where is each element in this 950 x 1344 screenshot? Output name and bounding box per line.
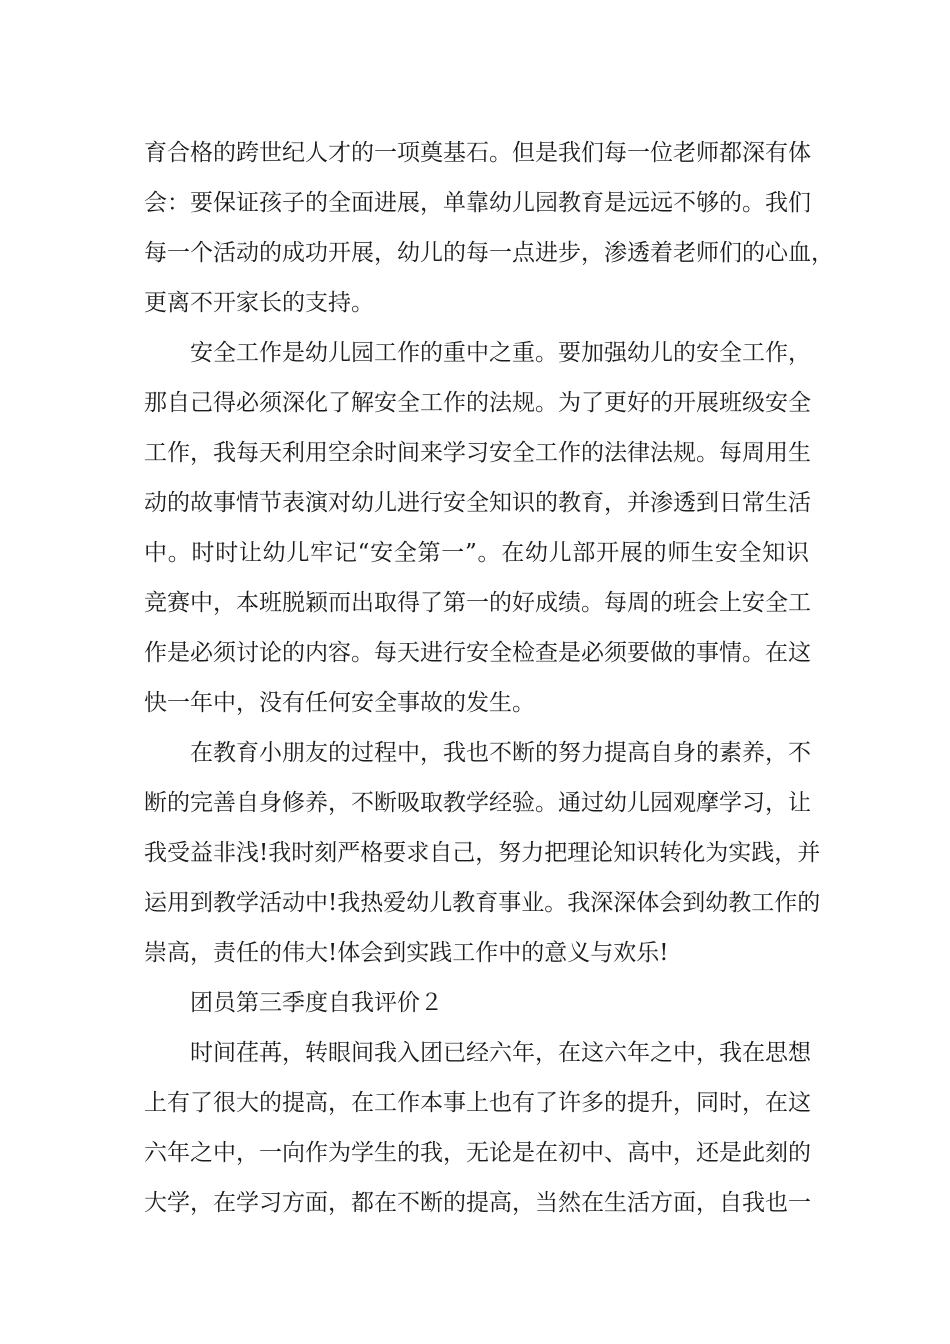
paragraph-line: 竞赛中，本班脱颖而出取得了第一的好成绩。每周的班会上安全工 [144, 590, 811, 616]
paragraph-line: 崇高，责任的伟大!体会到实践工作中的意义与欢乐! [144, 940, 669, 966]
paragraph-1 [144, 128, 834, 328]
paragraph-3 [144, 728, 821, 978]
paragraph-line: 断的完善自身修养，不断吸取教学经验。通过幼儿园观摩学习，让 [144, 790, 811, 816]
paragraph-line: 上有了很大的提高，在工作本事上也有了许多的提升，同时，在这 [144, 1090, 811, 1116]
paragraph-line: 六年之中，一向作为学生的我，无论是在初中、高中，还是此刻的 [144, 1140, 811, 1166]
paragraph-4 [144, 1028, 809, 1228]
paragraph-2 [144, 328, 809, 728]
paragraph-line: 时间荏苒，转眼间我入团已经六年，在这六年之中，我在思想 [190, 1040, 811, 1066]
paragraph-line: 我受益非浅!我时刻严格要求自己，努力把理论知识转化为实践，并 [144, 840, 821, 866]
paragraph-line: 中。时时让幼儿牢记“安全第一”。在幼儿部开展的师生安全知识 [144, 540, 809, 566]
paragraph-line: 安全工作是幼儿园工作的重中之重。要加强幼儿的安全工作， [190, 340, 811, 366]
paragraph-line: 会：要保证孩子的全面进展，单靠幼儿园教育是远远不够的。我们 [144, 190, 811, 216]
paragraph-line: 大学，在学习方面，都在不断的提高，当然在生活方面，自我也一 [144, 1190, 811, 1216]
document-body [144, 128, 834, 1228]
section-title: 团员第三季度自我评价２ [190, 990, 443, 1016]
paragraph-line: 那自己得必须深化了解安全工作的法规。为了更好的开展班级安全 [144, 390, 811, 416]
paragraph-line: 更离不开家长的支持。 [144, 290, 374, 316]
paragraph-line: 每一个活动的成功开展，幼儿的每一点进步，渗透着老师们的心血， [144, 240, 834, 266]
paragraph-line: 在教育小朋友的过程中，我也不断的努力提高自身的素养，不 [190, 740, 811, 766]
paragraph-line: 育合格的跨世纪人才的一项奠基石。但是我们每一位老师都深有体 [144, 140, 811, 166]
paragraph-line: 运用到教学活动中!我热爱幼儿教育事业。我深深体会到幼教工作的 [144, 890, 821, 916]
paragraph-line: 工作，我每天利用空余时间来学习安全工作的法律法规。每周用生 [144, 440, 811, 466]
paragraph-line: 动的故事情节表演对幼儿进行安全知识的教育，并渗透到日常生活 [144, 490, 811, 516]
section-heading [144, 978, 809, 1028]
paragraph-line: 快一年中，没有任何安全事故的发生。 [144, 690, 535, 716]
paragraph-line: 作是必须讨论的内容。每天进行安全检查是必须要做的事情。在这 [144, 640, 811, 666]
